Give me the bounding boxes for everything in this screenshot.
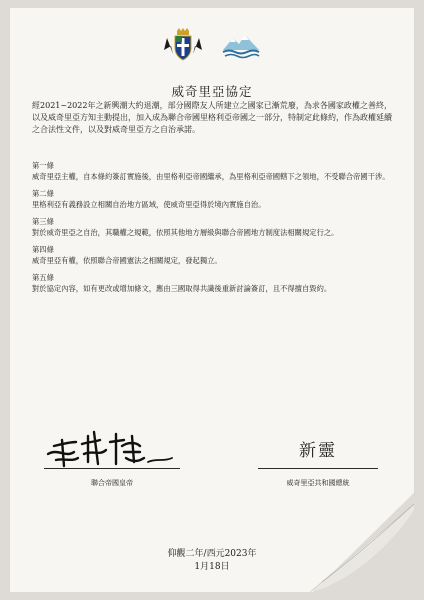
printed-signature: 新靈 [299,441,337,461]
article-body: 對於威奇里亞之自治，其職權之規範，依照其他地方層級與聯合帝國地方制度法相關規定行之。 [32,227,339,237]
mountain-wave-emblem-icon [215,35,267,54]
article-1 [32,161,392,182]
article-body: 里格利亞有義務設立相關自治地方區域，使威奇里亞得於境內實施自治。 [32,199,266,209]
date-block [0,548,424,574]
article-heading: 第五條 [32,273,54,282]
signature-block-emperor [44,428,180,488]
article-2 [32,189,392,210]
article-5 [32,273,392,294]
article-body: 威奇里亞主權，自本條約簽訂實施後，由里格利亞帝國繼承，為里格利亞帝國轄下之領地，不受聯合帝國干涉。 [32,171,390,181]
article-4 [32,245,392,266]
signature-block-president [258,428,378,488]
article-heading: 第四條 [32,245,54,254]
article-body: 威奇里亞有權，依照聯合帝國憲法之相關規定，發起獨立。 [32,255,222,265]
handwritten-signature [44,428,180,468]
signature-line [44,468,180,469]
page-curl [310,486,414,592]
signature-caption: 威奇里亞共和國總統 [286,479,350,487]
crest-emblem-icon [157,35,214,54]
article-heading: 第一條 [32,161,54,170]
article-body: 對於協定內容，如有更改或增加條文，應由三國取得共識後重新討論簽訂，且不得擅自毀約。 [32,283,332,293]
article-heading: 第二條 [32,189,54,198]
signature-line [258,468,378,469]
emblem-row [0,28,424,62]
articles-list [32,161,392,301]
date-day-line: 1月18日 [194,562,230,572]
signature-caption: 聯合帝國皇帝 [91,479,133,487]
preamble-paragraph: 經2021~2022年之新興潮大約退潮，部分國際友人所建立之國家已漸荒廢，為求各國家政權之善終，以及威奇里亞方知主動提出，加入成為聯合帝國里格利亞帝國之一部分，特制定此條約，作為政權延續之合法性文件，以及對威奇里亞方之自治承諾。 [32,101,392,134]
article-3 [32,217,392,238]
document-title: 威奇里亞協定 [171,84,253,99]
date-era-line: 仰觀二年/西元2023年 [167,549,257,559]
article-heading: 第三條 [32,217,54,226]
